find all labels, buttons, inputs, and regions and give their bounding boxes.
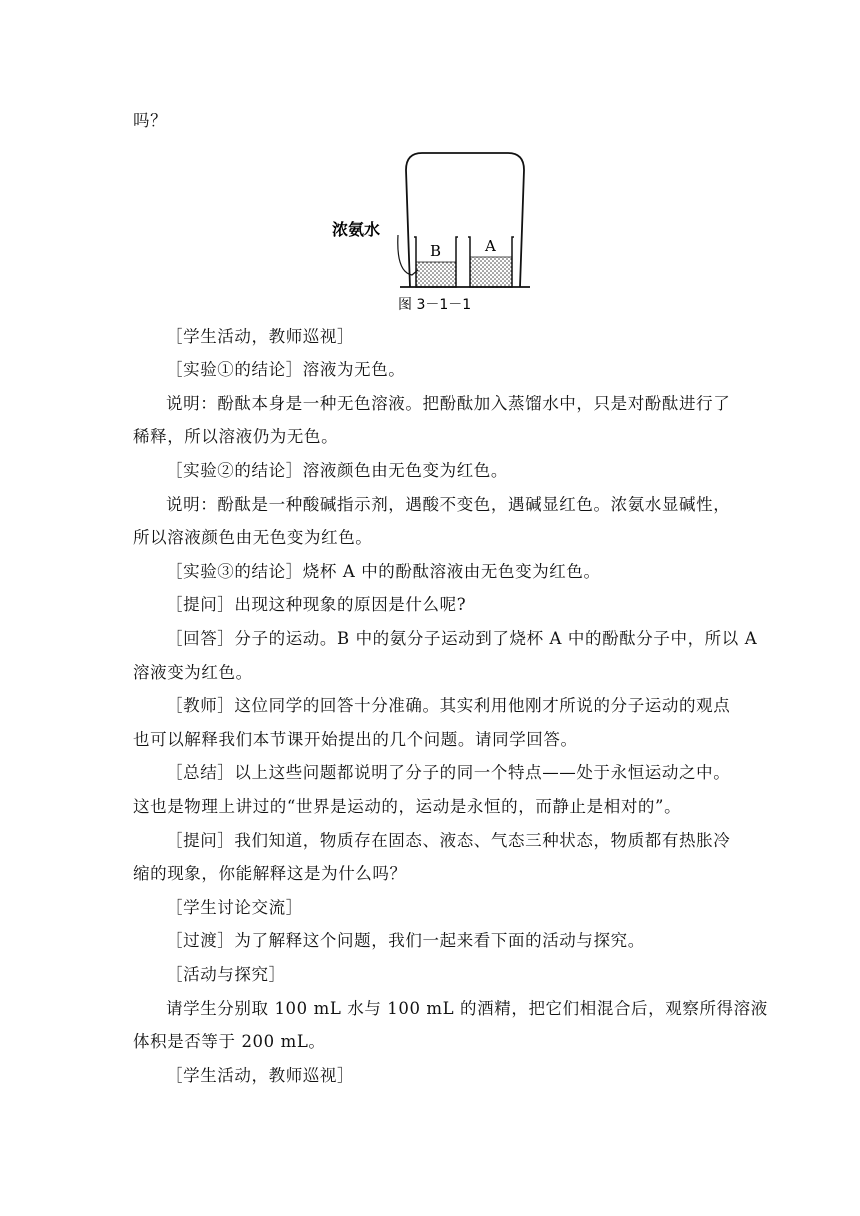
- paragraph-3-line-2: 稀释，所以溶液仍为无色。: [133, 427, 339, 446]
- paragraph-5-line-2: 所以溶液颜色由无色变为红色。: [133, 528, 373, 547]
- beaker-diagram: [330, 150, 540, 320]
- paragraph-13-line-1: ［过渡］为了解释这个问题，我们一起来看下面的活动与探究。: [166, 931, 645, 950]
- paragraph-7-line-1: ［提问］出现这种现象的原因是什么呢?: [166, 595, 467, 614]
- paragraph-5-line-1: 说明：酚酞是一种酸碱指示剂，遇酸不变色，遇碱显红色。浓氨水显碱性，: [166, 495, 731, 514]
- paragraph-11-line-2: 缩的现象，你能解释这是为什么吗？: [133, 864, 407, 883]
- paragraph-10-line-2: 这也是物理上讲过的“世界是运动的，运动是永恒的，而静止是相对的”。: [133, 797, 682, 816]
- paragraph-9-line-1: ［教师］这位同学的回答十分准确。其实利用他刚才所说的分子运动的观点: [166, 696, 731, 715]
- experiment-figure: [330, 150, 540, 320]
- paragraph-6-line-1: ［实验③的结论］烧杯 A 中的酚酞溶液由无色变为红色。: [166, 562, 601, 581]
- paragraph-2-line-1: ［实验①的结论］溶液为无色。: [166, 360, 406, 379]
- paragraph-1-line-1: ［学生活动，教师巡视］: [166, 327, 355, 346]
- paragraph-8-line-2: 溶液变为红色。: [133, 663, 253, 682]
- figure-caption: 图 3－1－1: [398, 297, 472, 313]
- paragraph-15-line-1: 请学生分别取 100 mL 水与 100 mL 的酒精，把它们相混合后，观察所得溶液: [166, 999, 768, 1018]
- paragraph-10-line-1: ［总结］以上这些问题都说明了分子的同一个特点——处于永恒运动之中。: [166, 763, 731, 782]
- beaker-a-liquid: [470, 257, 512, 287]
- label-ammonia: 浓氨水: [332, 220, 381, 239]
- paragraph-11-line-1: ［提问］我们知道，物质存在固态、液态、气态三种状态，物质都有热胀冷: [166, 831, 731, 850]
- label-beaker-a: A: [485, 237, 496, 255]
- paragraph-16-line-1: ［学生活动，教师巡视］: [166, 1066, 355, 1085]
- paragraph-15-line-2: 体积是否等于 200 mL。: [133, 1032, 326, 1051]
- text-line-top-fragment: 吗？: [133, 111, 168, 130]
- label-beaker-b: B: [430, 242, 442, 260]
- paragraph-3-line-1: 说明：酚酞本身是一种无色溶液。把酚酞加入蒸馏水中，只是对酚酞进行了: [166, 394, 731, 413]
- beaker-b-liquid: [416, 262, 456, 287]
- paragraph-8-line-1: ［回答］分子的运动。B 中的氨分子运动到了烧杯 A 中的酚酞分子中，所以 A: [166, 629, 758, 648]
- paragraph-9-line-2: 也可以解释我们本节课开始提出的几个问题。请同学回答。: [133, 730, 578, 749]
- paragraph-14-line-1: ［活动与探究］: [166, 965, 286, 984]
- paragraph-12-line-1: ［学生讨论交流］: [166, 898, 303, 917]
- paragraph-4-line-1: ［实验②的结论］溶液颜色由无色变为红色。: [166, 461, 508, 480]
